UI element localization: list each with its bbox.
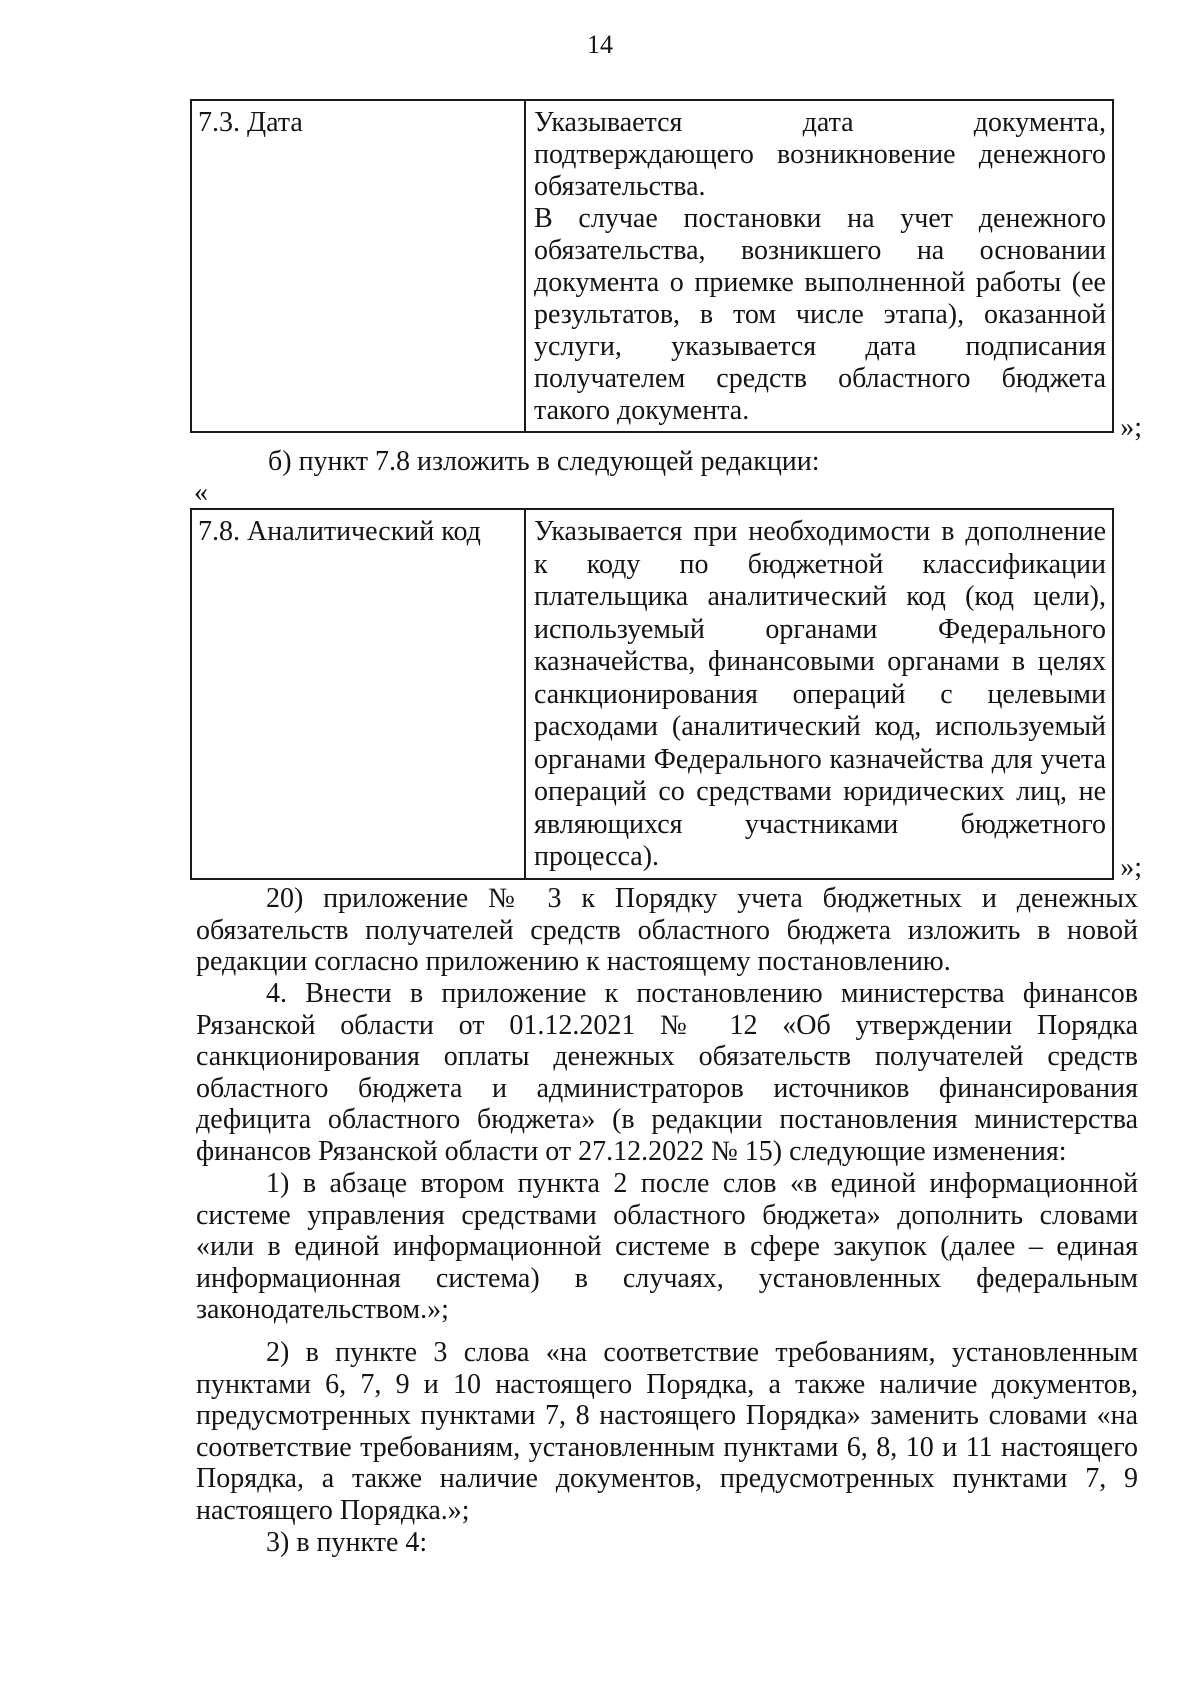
paragraph-subitem-2: 2) в пункте 3 слова «на соответствие требованиям, установленным пунктами 6, 7, 9 и 10 настоящего Порядка, а также наличие документов, предусмотренных пунктами 7, 8 настоящего Порядка» заменить словами «на соответствие требованиям, установленным пунктами 6, 8, 10 и 11 настоящего Порядка, а также наличие документов, предусмотренных пунктами 7, 9 настоящего Порядка.»; (196, 1337, 1138, 1526)
paragraph-item-4: 4. Внести в приложение к постановлению министерства финансов Рязанской области от 01.12.2021 № 12 «Об утверждении Порядка санкционирования оплаты денежных обязательств получателей средств областного бюджета и администраторов источников финансирования дефицита областного бюджета» (в редакции постановления министерства финансов Рязанской области от 27.12.2022 № 15) следующие изменения: (196, 978, 1138, 1167)
description-paragraph: В случае постановки на учет денежного обязательства, возникшего на основании документа о приемке выполненной работы (ее результатов, в том числе этапа), оказанной услуги, указывается дата подписания получателем средств областного бюджета такого документа. (534, 203, 1106, 426)
paragraph-subitem-3: 3) в пункте 4: (266, 1527, 428, 1558)
description-paragraph: Указывается дата документа, подтверждающего возникновение денежного обязательства. (534, 107, 1106, 202)
table-row (191, 100, 1113, 432)
closing-quote: »; (1120, 412, 1142, 443)
paragraph-subitem-1: 1) в абзаце втором пункта 2 после слов «в единой информационной системе управления средствами областного бюджета» дополнить словами «или в единой информационной системе в сфере закупок (далее – единая информационная система) в случаях, установленных федеральным законодательством.»; (196, 1168, 1138, 1325)
table-row (191, 509, 1113, 879)
closing-quote: »; (1120, 852, 1142, 883)
paragraph-item-b: б) пункт 7.8 изложить в следующей редакции: (268, 446, 820, 477)
table-cell-description (525, 100, 1113, 432)
amendment-table-7-8 (190, 508, 1114, 880)
paragraph-item-20: 20) приложение № 3 к Порядку учета бюджетных и денежных обязательств получателей средств областного бюджета изложить в новой редакции согласно приложению к настоящему постановлению. (196, 883, 1138, 977)
page-number: 14 (587, 30, 613, 59)
field-label-7-8: 7.8. Аналитический код (198, 516, 481, 547)
opening-quote: « (194, 477, 208, 508)
description-paragraph: Указывается при необходимости в дополнение к коду по бюджетной классификации плательщика аналитический код (код цели), используемый органами Федерального казначейства, финансовыми органами в целях санкционирования операций с целевыми расходами (аналитический код, используемый органами Федерального казначейства для учета операций со средствами юридических лиц, не являющихся участниками бюджетного процесса). (534, 516, 1106, 872)
field-label-7-3: 7.3. Дата (198, 107, 303, 138)
table-cell-description (525, 509, 1113, 879)
table-cell-label (191, 509, 525, 879)
amendment-table-7-3 (190, 99, 1114, 433)
table-cell-label (191, 100, 525, 432)
